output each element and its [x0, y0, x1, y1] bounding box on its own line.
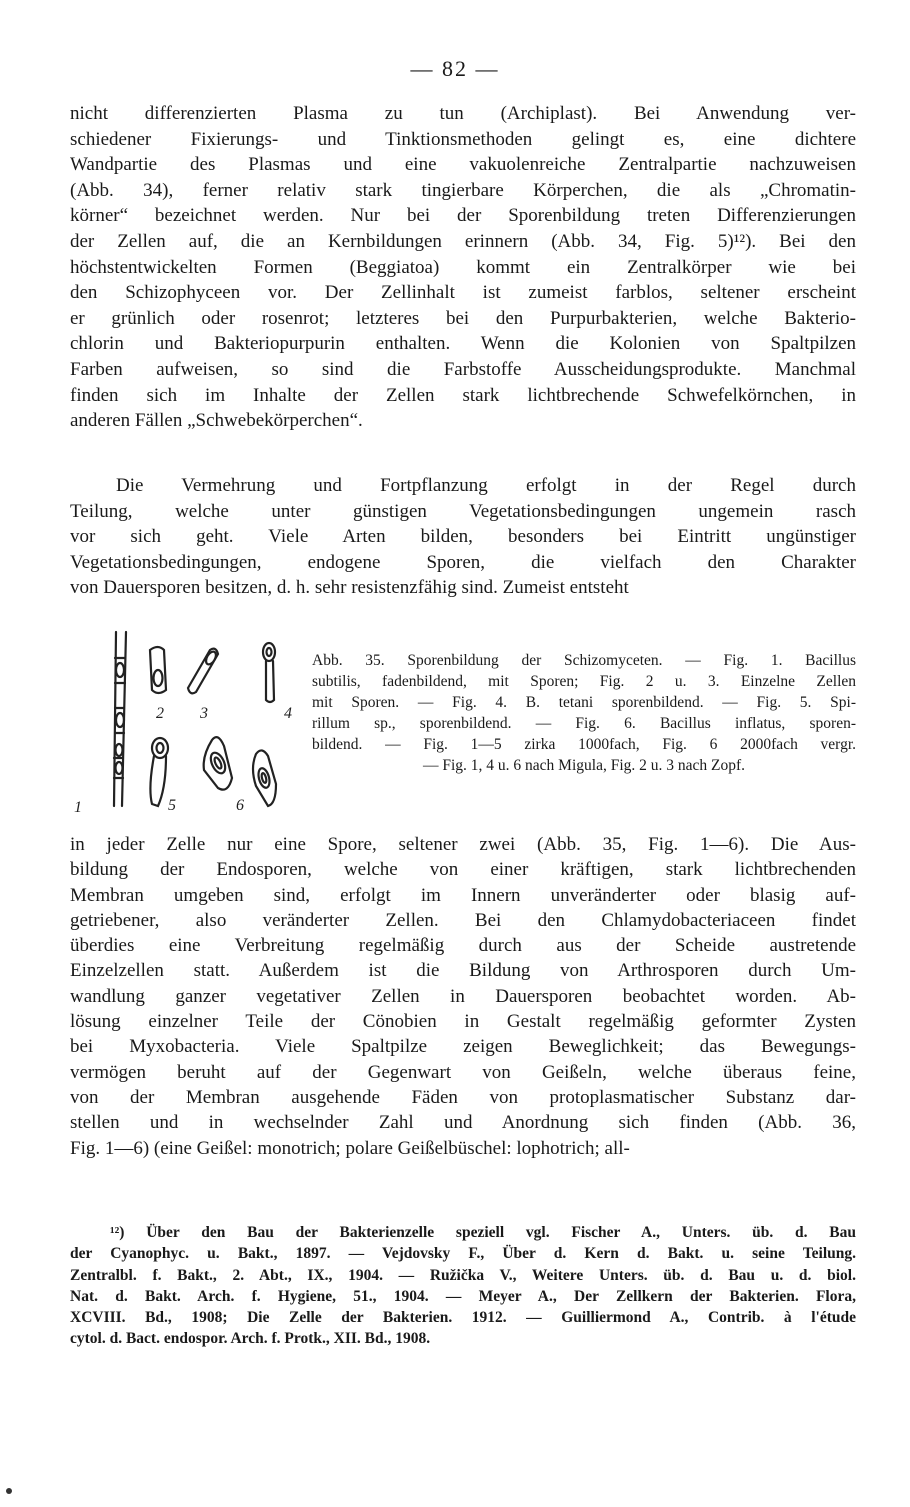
footnote-line: ¹²) Über den Bau der Bakterienzelle speziell vgl. Fischer A., Unters. üb. d. Bau: [110, 1224, 856, 1241]
paragraph1-line: körner“ bezeichnet werden. Nur bei der Sporenbildung treten Differenzierungen: [70, 205, 856, 227]
paragraph1-line: finden sich im Inhalte der Zellen stark lichtbrechende Schwefelkörnchen, in: [70, 384, 856, 406]
scan-speck: [6, 1488, 12, 1494]
footnote-line: Zentralbl. f. Bakt., 2. Abt., IX., 1904. — Ružička V., Weitere Unters. üb. d. Bau u. d. biol.: [70, 1266, 856, 1284]
paragraph3-line: in jeder Zelle nur eine Spore, seltener zwei (Abb. 35, Fig. 1—6). Die Aus-: [70, 834, 856, 855]
paragraph1-line: anderen Fällen „Schwebekörperchen“.: [70, 410, 363, 432]
footnote-line: Nat. d. Bakt. Arch. f. Hygiene, 51., 1904. — Meyer A., Der Zellkern der Bakterien. Flora,: [70, 1287, 856, 1305]
fig-label-2: 2: [156, 705, 164, 722]
fig-label-1: 1: [74, 799, 82, 816]
paragraph1-line: der Zellen auf, die an Kernbildungen erinnern (Abb. 34, Fig. 5)¹²). Bei den: [70, 230, 856, 252]
fig-label-3: 3: [200, 705, 208, 722]
paragraph-2: [70, 473, 856, 601]
paragraph2-line: Die Vermehrung und Fortpflanzung erfolgt in der Regel durch: [116, 475, 856, 496]
footnote-12: [70, 1222, 856, 1350]
paragraph1-line: nicht differenzierten Plasma zu tun (Archiplast). Bei Anwendung ver-: [70, 103, 856, 124]
paragraph-1: [70, 101, 856, 434]
fig-label-4: 4: [284, 705, 292, 722]
caption-line: subtilis, fadenbildend, mit Sporen; Fig. 2 u. 3. Einzelne Zellen: [312, 673, 856, 690]
paragraph1-line: den Schizophyceen vor. Der Zellinhalt ist zumeist farblos, seltener erscheint: [70, 282, 856, 304]
footnote-line: XCVIII. Bd., 1908; Die Zelle der Bakterien. 1912. — Guilliermond A., Contrib. à l'étude: [70, 1309, 856, 1327]
paragraph3-line: Membran umgeben sind, erfolgt im Innern unveränderter oder blasig auf-: [70, 884, 856, 906]
paragraph-3: [70, 832, 856, 1161]
paragraph3-line: Fig. 1—6) (eine Geißel: monotrich; polare Geißelbüschel: lophotrich; all-: [70, 1137, 630, 1159]
caption-line: rillum sp., sporenbildend. — Fig. 6. Bacillus inflatus, sporen-: [312, 715, 856, 732]
paragraph3-line: bildung der Endosporen, welche von einer kräftigen, stark lichtbrechenden: [70, 859, 856, 881]
paragraph1-line: Wandpartie des Plasmas und eine vakuolenreiche Zentralpartie nachzuweisen: [70, 154, 856, 176]
paragraph1-line: schiedener Fixierungs- und Tinktionsmethoden gelingt es, eine dichtere: [70, 128, 856, 150]
paragraph2-line: Vegetationsbedingungen, endogene Sporen, die vielfach den Charakter: [70, 551, 856, 573]
fig6-cells: [204, 737, 276, 806]
paragraph1-line: (Abb. 34), ferner relativ stark tingierbare Körperchen, die als „Chromatin-: [70, 179, 856, 201]
caption-line: mit Sporen. — Fig. 4. B. tetani sporenbildend. — Fig. 5. Spi-: [312, 694, 856, 711]
paragraph3-line: bei Myxobacteria. Viele Spaltpilze zeigen Beweglichkeit; das Bewegungs-: [70, 1036, 856, 1058]
fig4-drumstick: [263, 643, 275, 702]
paragraph3-line: vermögen beruht auf der Gegenwart von Geißeln, welche überaus feine,: [70, 1061, 856, 1083]
paragraph2-line: vor sich geht. Viele Arten bilden, besonders bei Eintritt ungünstiger: [70, 526, 856, 548]
figure-35-spore-illustration: [74, 628, 300, 820]
fig5-cell: [150, 738, 168, 806]
caption-line: bildend. — Fig. 1—5 zirka 1000fach, Fig. 6 2000fach vergr.: [312, 736, 856, 753]
paragraph1-line: chlorin und Bakteriopurpurin enthalten. Wenn die Kolonien von Spaltpilzen: [70, 333, 856, 355]
footnote-line: cytol. d. Bact. endospor. Arch. f. Protk., XII. Bd., 1908.: [70, 1330, 431, 1348]
footnote-line: der Cyanophyc. u. Bakt., 1897. — Vejdovsky F., Über d. Kern d. Bakt. u. seine Teilung.: [70, 1245, 856, 1263]
paragraph3-line: Einzelzellen statt. Außerdem ist die Bildung von Arthrosporen durch Um-: [70, 960, 856, 982]
paragraph1-line: höchstentwickelten Formen (Beggiatoa) kommt ein Zentralkörper wie bei: [70, 256, 856, 278]
paragraph3-line: überdies eine Verbreitung regelmäßig durch aus der Scheide austretende: [70, 935, 856, 957]
caption-line: Abb. 35. Sporenbildung der Schizomyceten. — Fig. 1. Bacillus: [312, 652, 856, 669]
fig-label-5: 5: [168, 797, 176, 814]
paragraph3-line: wandlung ganzer vegetativer Zellen in Dauersporen beobachtet worden. Ab-: [70, 985, 856, 1007]
page-number: — 82 —: [410, 56, 500, 81]
fig3-cell: [188, 649, 218, 694]
fig1-filament: [114, 632, 126, 806]
paragraph3-line: von der Membran ausgehende Fäden von protoplasmatischer Substanz dar-: [70, 1086, 856, 1108]
fig-label-6: 6: [236, 797, 244, 814]
figure-caption: [312, 650, 856, 776]
paragraph2-line: Teilung, welche unter günstigen Vegetationsbedingungen ungemein rasch: [70, 500, 856, 522]
paragraph3-line: stellen und in wechselnder Zahl und Anordnung sich finden (Abb. 36,: [70, 1112, 856, 1134]
paragraph1-line: Farben aufweisen, so sind die Farbstoffe Ausscheidungsprodukte. Manchmal: [70, 358, 856, 380]
paragraph2-line: von Dauersporen besitzen, d. h. sehr resistenzfähig sind. Zumeist entsteht: [70, 577, 629, 599]
paragraph1-line: er grünlich oder rosenrot; letzteres bei den Purpurbakterien, welche Bakterio-: [70, 307, 856, 329]
fig2-cell: [150, 647, 166, 693]
paragraph3-line: getriebener, also veränderter Zellen. Bei den Chlamydobacteriaceen findet: [70, 909, 856, 931]
paragraph3-line: lösung einzelner Teile der Cönobien in Gestalt regelmäßig geformter Zysten: [70, 1011, 856, 1033]
caption-line: — Fig. 1, 4 u. 6 nach Migula, Fig. 2 u. 3 nach Zopf.: [422, 757, 746, 774]
